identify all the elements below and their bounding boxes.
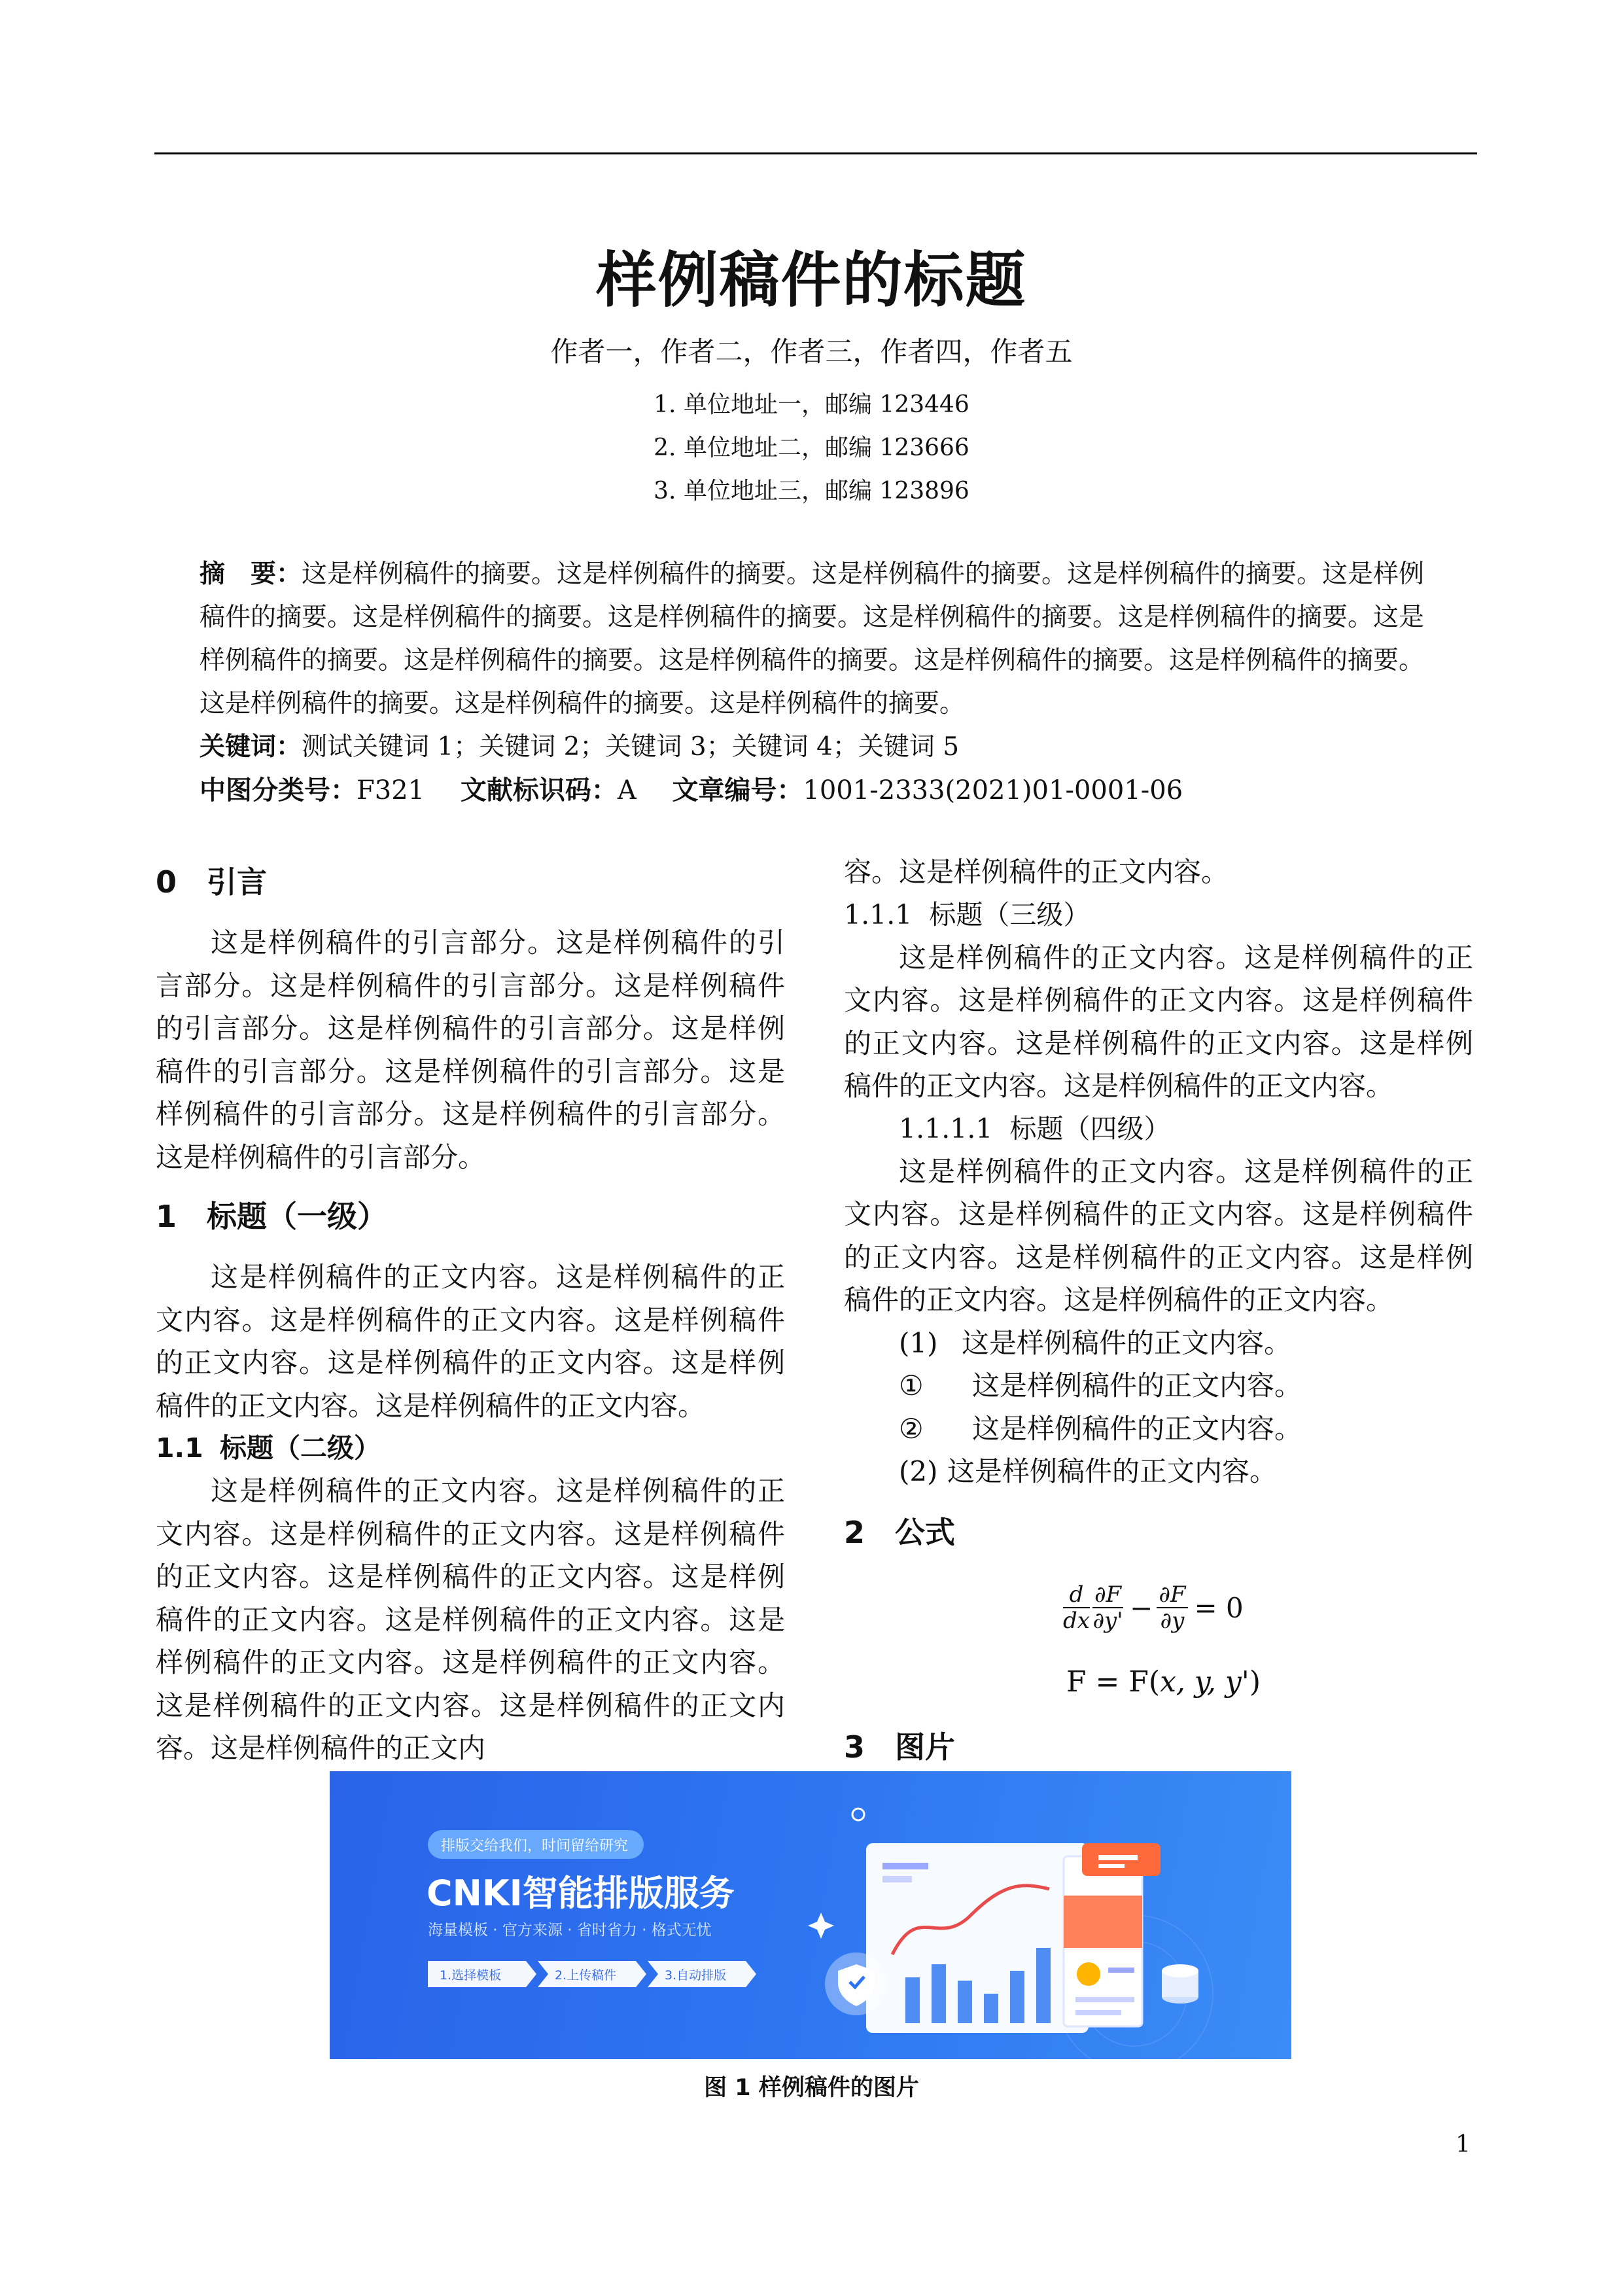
step-3: 3.自动排版 — [665, 1968, 727, 1983]
fraction — [1092, 1582, 1123, 1633]
section-1-1-1-1-paragraph: 这是样例稿件的正文内容。这是样例稿件的正文内容。这是样例稿件的正文内容。这是样例稿件的正文内容。这是样例稿件的正文内容。这是样例稿件的正文内容。这是样例稿件的正文内容。 — [844, 1155, 1473, 1316]
banner-tag: 排版交给我们，时间留给研究 — [441, 1838, 629, 1854]
step-list — [428, 1961, 756, 1987]
affiliation-2: 2. 单位地址二，邮编 123666 — [654, 434, 969, 461]
fraction — [1063, 1582, 1090, 1633]
section-title: 标题（三级） — [929, 898, 1091, 930]
section-heading-1-1-1 — [844, 894, 1473, 936]
minus-sign: − — [1130, 1591, 1153, 1624]
formula-lhs: F = F( — [1066, 1665, 1161, 1699]
section-1-1-paragraph: 这是样例稿件的正文内容。这是样例稿件的正文内容。这是样例稿件的正文内容。这是样例稿件的正文内容。这是样例稿件的正文内容。这是样例稿件的正文内容。这是样例稿件的正文内容。这是样例稿件的正文内容。这是样例稿件的正文内容。这是样例稿件的正文内容。这是样例稿件的正文内容。这是样例稿件的正文内 — [156, 1475, 785, 1764]
section-number: 0 — [156, 864, 177, 900]
banner-headline: CNKI智能排版服务 — [427, 1873, 735, 1914]
fraction-numerator: d — [1063, 1582, 1090, 1608]
article-no-label: 文章编号： — [672, 775, 803, 805]
header-rule — [154, 152, 1477, 154]
section-number: 2 — [844, 1514, 865, 1550]
chart-bar-icon — [905, 1977, 920, 2023]
list-marker: (1) — [899, 1326, 938, 1359]
formula-function — [1066, 1665, 1261, 1699]
section-number: 1 — [156, 1199, 177, 1234]
list-text: 这是样例稿件的正文内容。 — [972, 1412, 1302, 1445]
fraction-numerator: ∂F — [1092, 1582, 1123, 1608]
list-item — [844, 1450, 1473, 1493]
section-heading-intro — [156, 856, 785, 908]
step-2: 2.上传稿件 — [555, 1968, 617, 1983]
formula-close: ) — [1249, 1665, 1261, 1699]
list-item — [844, 1364, 1473, 1407]
fraction-denominator: ∂y — [1160, 1608, 1185, 1634]
list-marker: ① — [899, 1369, 924, 1402]
abstract-text: 这是样例稿件的摘要。这是样例稿件的摘要。这是样例稿件的摘要。这是样例稿件的摘要。这是样例稿件的摘要。这是样例稿件的摘要。这是样例稿件的摘要。这是样例稿件的摘要。这是样例稿件的摘要。这是样例稿件的摘要。这是样例稿件的摘要。这是样例稿件的摘要。这是样例稿件的摘要。这是样例稿件的摘要。这是样例稿件的摘要。这是样例稿件的摘要。这是样例稿件的摘要。 — [200, 559, 1425, 718]
section-number: 1.1.1.1 — [899, 1112, 993, 1144]
right-column — [844, 851, 1473, 1572]
list-marker: ② — [899, 1412, 924, 1445]
fraction-numerator: ∂F — [1157, 1582, 1187, 1608]
section-title: 标题（四级） — [1009, 1112, 1171, 1144]
section-1-1-1-paragraph: 这是样例稿件的正文内容。这是样例稿件的正文内容。这是样例稿件的正文内容。这是样例稿件的正文内容。这是样例稿件的正文内容。这是样例稿件的正文内容。这是样例稿件的正文内容。 — [844, 941, 1473, 1102]
chart-bar-icon — [1036, 1948, 1051, 2023]
dashboard-illustration — [808, 1843, 1198, 2033]
doc-code-value: A — [617, 775, 637, 805]
classification-line — [200, 769, 1436, 807]
section-number: 3 — [844, 1729, 865, 1765]
page-number: 1 — [1456, 2131, 1471, 2158]
chart-bar-icon — [1010, 1971, 1024, 2023]
section-title: 图片 — [895, 1729, 955, 1765]
formula-args: x, y, y' — [1160, 1665, 1249, 1699]
paper-title: 样例稿件的标题 — [596, 245, 1027, 315]
abstract — [200, 553, 1436, 726]
section-heading-3 — [844, 1721, 955, 1773]
article-no-value: 1001-2333(2021)01-0001-06 — [803, 775, 1183, 805]
sparkle-icon — [808, 1913, 834, 1939]
section-title: 标题（一级） — [207, 1199, 387, 1234]
step-1: 1.选择模板 — [440, 1968, 502, 1983]
left-column — [156, 856, 785, 1770]
section-title: 引言 — [207, 864, 267, 900]
section-1-1-continued: 容。这是样例稿件的正文内容。 — [844, 856, 1229, 888]
clc-value: F321 — [357, 775, 425, 805]
keywords — [200, 726, 1436, 763]
section-title: 标题（二级） — [220, 1432, 381, 1464]
chart-bar-icon — [958, 1981, 972, 2023]
list-text: 这是样例稿件的正文内容。 — [962, 1326, 1292, 1359]
intro-paragraph: 这是样例稿件的引言部分。这是样例稿件的引言部分。这是样例稿件的引言部分。这是样例稿件的引言部分。这是样例稿件的引言部分。这是样例稿件的引言部分。这是样例稿件的引言部分。这是样例稿件的引言部分。这是样例稿件的引言部分。这是样例稿件的引言部分。 — [156, 927, 785, 1173]
abstract-label: 摘 要： — [200, 559, 302, 589]
formula-euler-lagrange — [1063, 1582, 1248, 1633]
clc-label: 中图分类号： — [200, 775, 357, 805]
section-heading-1-1 — [156, 1427, 785, 1470]
dot-icon — [852, 1809, 864, 1820]
affiliation-3: 3. 单位地址三，邮编 123896 — [654, 478, 969, 504]
keywords-label: 关键词： — [200, 732, 302, 762]
affiliation-1: 1. 单位地址一，邮编 123446 — [654, 391, 969, 418]
fraction — [1157, 1582, 1187, 1633]
chart-bar-icon — [932, 1964, 946, 2023]
list-text: 这是样例稿件的正文内容。 — [947, 1455, 1278, 1487]
banner-graphic — [330, 1771, 1291, 2059]
list-text: 这是样例稿件的正文内容。 — [972, 1369, 1302, 1402]
banner-subtitle: 海量模板 · 官方来源 · 省时省力 · 格式无忧 — [428, 1922, 712, 1939]
keywords-text: 测试关键词 1；关键词 2；关键词 3；关键词 4；关键词 5 — [302, 732, 960, 762]
figure-caption: 图 1 样例稿件的图片 — [704, 2075, 919, 2101]
figure-banner — [330, 1771, 1291, 2059]
section-number: 1.1.1 — [844, 898, 913, 930]
list-marker: (2) — [899, 1455, 938, 1487]
section-title: 公式 — [895, 1514, 955, 1550]
fraction-denominator: ∂y' — [1092, 1608, 1123, 1634]
section-1-paragraph: 这是样例稿件的正文内容。这是样例稿件的正文内容。这是样例稿件的正文内容。这是样例稿件的正文内容。这是样例稿件的正文内容。这是样例稿件的正文内容。这是样例稿件的正文内容。 — [156, 1261, 785, 1422]
list-item — [844, 1407, 1473, 1451]
section-number: 1.1 — [156, 1432, 203, 1464]
equals-zero: = 0 — [1194, 1591, 1244, 1624]
section-heading-1-1-1-1 — [844, 1108, 1473, 1150]
fraction-denominator: dx — [1063, 1608, 1090, 1634]
doc-code-label: 文献标识码： — [460, 775, 618, 805]
author-list: 作者一，作者二，作者三，作者四，作者五 — [550, 336, 1073, 368]
chart-bar-icon — [984, 1994, 998, 2023]
section-heading-2 — [844, 1506, 1473, 1559]
list-item — [844, 1322, 1473, 1365]
section-heading-1 — [156, 1190, 785, 1243]
